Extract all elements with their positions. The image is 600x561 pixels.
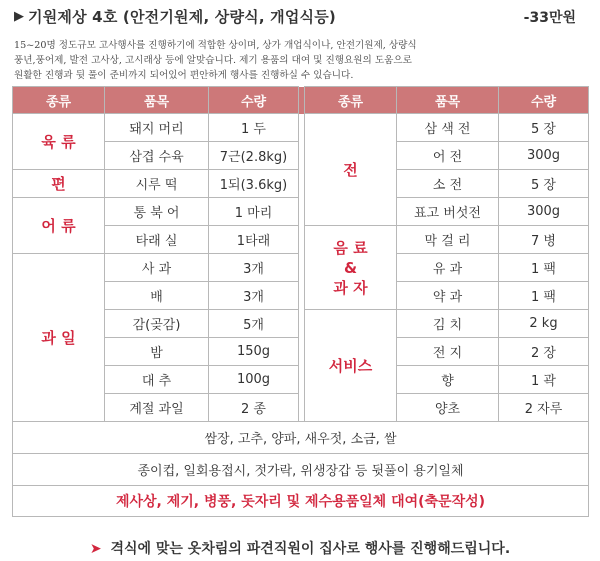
- item-cell: 김 치: [397, 310, 499, 338]
- condiments-note: 쌈장, 고추, 양파, 새우젓, 소금, 쌀: [13, 422, 589, 454]
- qty-cell: 1 두: [209, 114, 299, 142]
- footer-text: 격식에 맞는 옷차림의 파견직원이 집사로 행사를 진행해드립니다.: [110, 541, 511, 557]
- item-cell: 향: [397, 366, 499, 394]
- price-label: -33만원: [523, 10, 576, 26]
- triangle-bullet-icon: ▶: [14, 9, 24, 24]
- qty-cell: 7 병: [499, 226, 589, 254]
- category-drinks: [305, 226, 397, 310]
- qty-cell: 5개: [209, 310, 299, 338]
- category-jeon: 전: [305, 114, 397, 226]
- item-cell: 양초: [397, 394, 499, 422]
- column-gap: [299, 170, 305, 198]
- page-title: 기원제상 4호 (안전기원제, 상량식, 개업식등): [28, 8, 336, 26]
- table-highlight-row: [13, 486, 589, 517]
- item-cell: 사 과: [105, 254, 209, 282]
- item-cell: 약 과: [397, 282, 499, 310]
- qty-cell: 3개: [209, 254, 299, 282]
- table-row: [13, 198, 589, 226]
- description-line: 원활한 진행과 뒷 풀이 준비까지 되어있어 편안하게 행사를 진행하실 수 있습니다.: [14, 70, 354, 81]
- category-fish: 어 류: [13, 198, 105, 254]
- menu-table: [12, 86, 589, 517]
- qty-cell: 1되(3.6kg): [209, 170, 299, 198]
- column-gap: [299, 254, 305, 282]
- item-cell: 삼 색 전: [397, 114, 499, 142]
- item-cell: 삼겹 수육: [105, 142, 209, 170]
- item-cell: 유 과: [397, 254, 499, 282]
- header-quantity: 수량: [499, 87, 589, 114]
- column-gap: [299, 198, 305, 226]
- qty-cell: 100g: [209, 366, 299, 394]
- category-drinks-line: 음 료: [333, 238, 368, 257]
- item-cell: 표고 버섯전: [397, 198, 499, 226]
- header-quantity: 수량: [209, 87, 299, 114]
- item-cell: 밤: [105, 338, 209, 366]
- category-drinks-line: 과 자: [333, 278, 368, 297]
- footer-note: [0, 538, 600, 558]
- arrow-right-icon: ➤: [89, 541, 102, 557]
- qty-cell: 5 장: [499, 170, 589, 198]
- category-rice-cake: 편: [13, 170, 105, 198]
- item-cell: 막 걸 리: [397, 226, 499, 254]
- qty-cell: 150g: [209, 338, 299, 366]
- qty-cell: 1 팩: [499, 254, 589, 282]
- column-gap: [299, 142, 305, 170]
- qty-cell: 7근(2.8kg): [209, 142, 299, 170]
- item-cell: 타래 실: [105, 226, 209, 254]
- item-cell: 시루 떡: [105, 170, 209, 198]
- item-cell: 배: [105, 282, 209, 310]
- qty-cell: 1 팩: [499, 282, 589, 310]
- description-line: 15~20명 정도규모 고사행사를 진행하기에 적합한 상이며, 상가 개업식이나, 안전기원제, 상량식: [14, 40, 417, 51]
- item-cell: 소 전: [397, 170, 499, 198]
- item-cell: 감(곶감): [105, 310, 209, 338]
- header-item: 품목: [397, 87, 499, 114]
- item-cell: 돼지 머리: [105, 114, 209, 142]
- rental-highlight: 제사상, 제기, 병풍, 돗자리 및 제수용품일체 대여(축문작성): [13, 486, 589, 517]
- category-fruit: 과 일: [13, 254, 105, 422]
- table-row: [13, 170, 589, 198]
- qty-cell: 5 장: [499, 114, 589, 142]
- description: [14, 38, 586, 83]
- page-header: [14, 6, 586, 30]
- column-gap: [299, 366, 305, 394]
- qty-cell: 2 kg: [499, 310, 589, 338]
- table-row: [13, 114, 589, 142]
- item-cell: 전 지: [397, 338, 499, 366]
- qty-cell: 1 곽: [499, 366, 589, 394]
- category-meat: 육 류: [13, 114, 105, 170]
- item-cell: 대 추: [105, 366, 209, 394]
- qty-cell: 2 종: [209, 394, 299, 422]
- table-header-row: [13, 87, 589, 114]
- column-gap: [299, 282, 305, 310]
- column-gap: [299, 338, 305, 366]
- column-gap: [299, 394, 305, 422]
- table-note-row: [13, 422, 589, 454]
- header-category: 종류: [13, 87, 105, 114]
- item-cell: 통 북 어: [105, 198, 209, 226]
- qty-cell: 2 자루: [499, 394, 589, 422]
- header-category: 종류: [305, 87, 397, 114]
- qty-cell: 2 장: [499, 338, 589, 366]
- category-drinks-line: &: [343, 258, 358, 277]
- qty-cell: 300g: [499, 142, 589, 170]
- table-note-row: [13, 454, 589, 486]
- supplies-note: 종이컵, 일회용접시, 젓가락, 위생장갑 등 뒷풀이 용기일체: [13, 454, 589, 486]
- item-cell: 어 전: [397, 142, 499, 170]
- item-cell: 계절 과일: [105, 394, 209, 422]
- qty-cell: 1 마리: [209, 198, 299, 226]
- qty-cell: 300g: [499, 198, 589, 226]
- qty-cell: 3개: [209, 282, 299, 310]
- table-row: [13, 254, 589, 282]
- description-line: 풍년,풍어제, 발전 고사상, 고시래상 등에 알맞습니다. 제기 용품의 대여 및 진행요원의 도움으로: [14, 55, 412, 66]
- header-item: 품목: [105, 87, 209, 114]
- category-service: 서비스: [305, 310, 397, 422]
- qty-cell: 1타래: [209, 226, 299, 254]
